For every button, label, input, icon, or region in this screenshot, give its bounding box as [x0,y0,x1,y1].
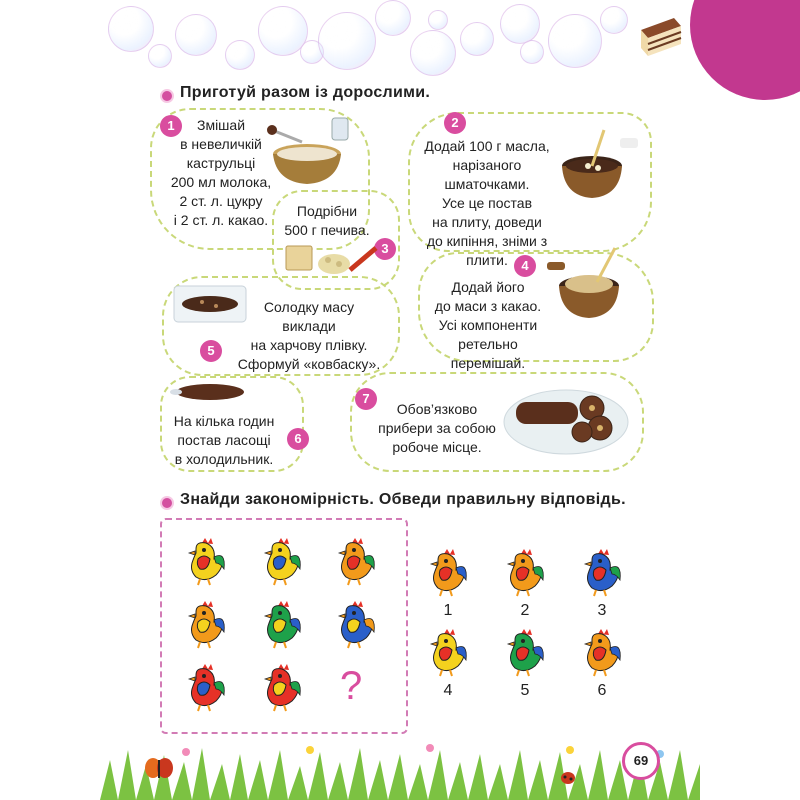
step6-text: На кілька годин постав ласощі в холодильник. [173,413,275,467]
option-6-rooster[interactable] [582,628,626,678]
step1-text: Змішай в невеличкій каструльці 200 мл молока, 2 ст. л. цукру і 2 ст. л. какао. [170,117,272,228]
section2-title: Знайди закономірність. Обведи правильну відповідь. [180,491,626,508]
step2-number: 2 [444,112,466,134]
step4-text: Додай його до маси з какао. Усі компоненти ретельно перемішай. [434,279,542,371]
rooster-icon [336,537,380,587]
step5-text: Солодку масу виклади на харчову плівку. Сформуй «ковбаску». [237,299,381,372]
rooster-icon [186,537,230,587]
option-5-label[interactable]: 5 [520,682,530,699]
question-mark: ? [340,664,363,708]
rooster-icon [262,663,306,713]
saucepan-image [548,126,643,206]
option-1-label[interactable]: 1 [443,602,453,619]
step3-number: 3 [374,238,396,260]
mixing-bowl-image [262,112,362,192]
ladybug-icon [560,770,576,784]
option-2-rooster[interactable] [505,548,549,598]
corner-badge [690,0,800,100]
rooster-icon [336,600,380,650]
step7-number: 7 [355,388,377,410]
page-number: 69 [622,742,660,780]
option-5-rooster[interactable] [505,628,549,678]
sausage-dessert-image [170,380,250,404]
step5-number: 5 [200,340,222,362]
option-3-label[interactable]: 3 [597,602,607,619]
step7-text: Обов’язково прибери за собою робоче місце. [378,401,496,455]
step3-text: Подрібни 500 г печива. [284,203,370,238]
section2-marker [160,496,174,510]
option-2-label[interactable]: 2 [520,602,530,619]
section1-title: Приготуй разом із дорослими. [180,84,431,101]
butterfly-icon [144,756,174,782]
cookies-image [284,240,380,280]
served-dessert-image [500,372,634,464]
mixed-bowl-image [545,244,640,324]
rooster-icon [262,537,306,587]
option-3-rooster[interactable] [582,548,626,598]
option-4-label[interactable]: 4 [443,682,453,699]
rooster-icon [262,600,306,650]
rooster-icon [186,600,230,650]
option-1-rooster[interactable] [428,548,472,598]
step4-number: 4 [514,255,536,277]
step2-text: Додай 100 г масла, нарізаного шматочками. Усе це постав на плиту, доведи до кипіння, зніми з плити. [424,138,550,268]
cake-icon [636,12,686,62]
option-4-rooster[interactable] [428,628,472,678]
section1-marker [160,89,174,103]
step6-number: 6 [287,428,309,450]
grass-decoration [100,740,700,800]
rooster-icon [186,663,230,713]
option-6-label[interactable]: 6 [597,682,607,699]
step1-number: 1 [160,115,182,137]
